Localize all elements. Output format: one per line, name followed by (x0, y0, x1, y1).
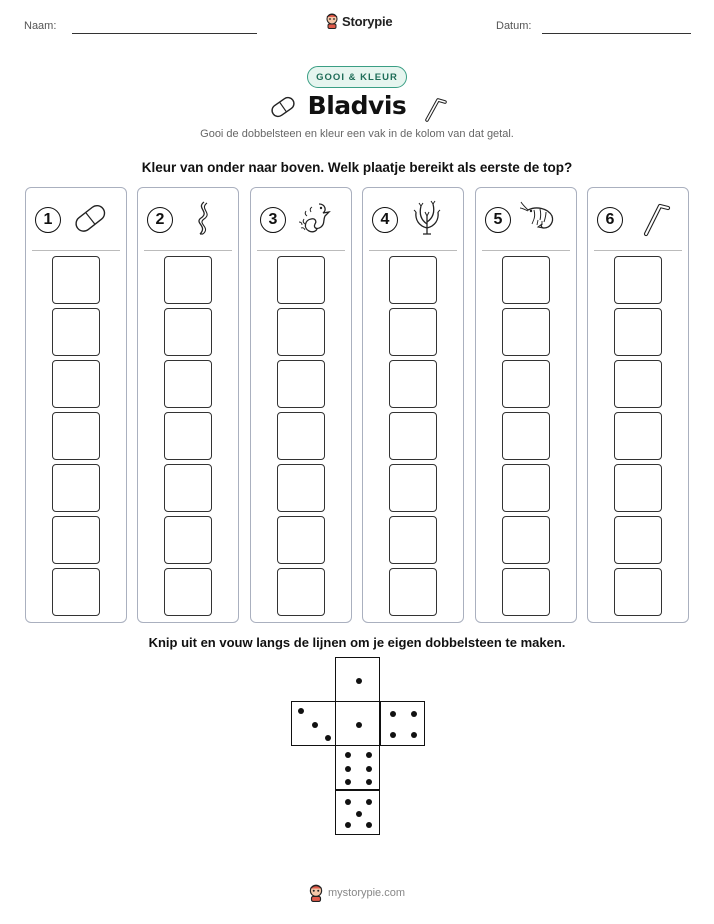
color-cell[interactable] (52, 256, 100, 304)
column-header (588, 188, 688, 250)
name-label: Naam: (24, 20, 57, 32)
color-cell[interactable] (277, 308, 325, 356)
color-cell[interactable] (52, 568, 100, 616)
color-cell[interactable] (614, 464, 662, 512)
color-cell[interactable] (614, 308, 662, 356)
date-line[interactable] (542, 33, 691, 34)
color-cell[interactable] (614, 516, 662, 564)
die-pip (356, 811, 362, 817)
die-pip (366, 822, 372, 828)
color-cell[interactable] (389, 308, 437, 356)
color-cell[interactable] (277, 360, 325, 408)
column-3 (250, 187, 352, 623)
die-pip (345, 766, 351, 772)
die-face-4 (380, 701, 425, 746)
column-header (363, 188, 463, 250)
color-cell[interactable] (277, 412, 325, 460)
color-cell[interactable] (52, 360, 100, 408)
brand-name: Storypie (342, 13, 393, 29)
storypie-mascot-icon (308, 884, 324, 902)
die-pip (345, 822, 351, 828)
color-cell[interactable] (164, 412, 212, 460)
die-pip (312, 722, 318, 728)
die-pip (325, 735, 331, 741)
color-cell[interactable] (389, 256, 437, 304)
color-cell[interactable] (389, 360, 437, 408)
column-number: 6 (597, 207, 623, 233)
footer-url: mystorypie.com (328, 887, 406, 899)
die-face-1 (335, 701, 380, 746)
color-cell[interactable] (614, 412, 662, 460)
column-2 (137, 187, 239, 623)
column-header (251, 188, 351, 250)
storypie-logo (325, 13, 392, 29)
column-divider (144, 250, 232, 251)
color-cell[interactable] (502, 568, 550, 616)
color-cell[interactable] (52, 464, 100, 512)
color-cell[interactable] (389, 464, 437, 512)
color-cell[interactable] (614, 568, 662, 616)
color-cell[interactable] (52, 308, 100, 356)
die-pip (411, 711, 417, 717)
die-pip (366, 779, 372, 785)
die-face-3 (291, 701, 336, 746)
column-divider (594, 250, 682, 251)
column-divider (369, 250, 457, 251)
color-cell[interactable] (502, 308, 550, 356)
seahorse-icon (295, 198, 335, 243)
column-number: 5 (485, 207, 511, 233)
date-label: Datum: (496, 20, 532, 32)
color-cell[interactable] (164, 516, 212, 564)
column-5 (475, 187, 577, 623)
die-pip (411, 732, 417, 738)
column-divider (482, 250, 570, 251)
color-cell[interactable] (277, 464, 325, 512)
footer (308, 884, 405, 902)
color-cell[interactable] (164, 360, 212, 408)
die-pip (366, 752, 372, 758)
color-cell[interactable] (164, 568, 212, 616)
color-cell[interactable] (502, 256, 550, 304)
page-title: Bladvis (307, 91, 407, 120)
die-face-6 (335, 745, 380, 790)
seaweed-icon (182, 198, 222, 243)
column-divider (257, 250, 345, 251)
storypie-mascot-icon (325, 13, 339, 29)
coral-icon (407, 198, 447, 243)
color-cell[interactable] (277, 516, 325, 564)
color-cell[interactable] (52, 516, 100, 564)
color-cell[interactable] (502, 360, 550, 408)
color-cell[interactable] (164, 464, 212, 512)
column-6 (587, 187, 689, 623)
shrimp-icon (520, 198, 560, 243)
column-number: 2 (147, 207, 173, 233)
color-cell[interactable] (502, 412, 550, 460)
die-pip (298, 708, 304, 714)
color-cell[interactable] (52, 412, 100, 460)
color-cell[interactable] (614, 256, 662, 304)
die-instruction: Knip uit en vouw langs de lijnen om je eigen dobbelsteen te maken. (148, 635, 566, 650)
column-divider (32, 250, 120, 251)
column-number: 1 (35, 207, 61, 233)
die-pip (366, 766, 372, 772)
pill-icon (70, 198, 110, 243)
color-cell[interactable] (502, 464, 550, 512)
activity-badge: GOOI & KLEUR (307, 66, 407, 88)
die-pip (345, 752, 351, 758)
column-header (476, 188, 576, 250)
color-cell[interactable] (389, 516, 437, 564)
die-face-5 (335, 790, 380, 835)
die-pip (366, 799, 372, 805)
color-cell[interactable] (164, 256, 212, 304)
straw-icon (632, 198, 672, 243)
die-pip (390, 732, 396, 738)
die-face-1 (335, 657, 380, 702)
die-pip (345, 799, 351, 805)
die-pip (390, 711, 396, 717)
color-cell[interactable] (502, 516, 550, 564)
color-cell[interactable] (389, 568, 437, 616)
column-number: 4 (372, 207, 398, 233)
column-4 (362, 187, 464, 623)
die-pip (345, 779, 351, 785)
column-1 (25, 187, 127, 623)
column-header (138, 188, 238, 250)
color-cell[interactable] (164, 308, 212, 356)
instruction: Kleur van onder naar boven. Welk plaatje bereikt als eerste de top? (141, 160, 573, 175)
color-cell[interactable] (389, 412, 437, 460)
color-cell[interactable] (614, 360, 662, 408)
color-cell[interactable] (277, 568, 325, 616)
column-header (26, 188, 126, 250)
die-pip (356, 722, 362, 728)
die-pip (356, 678, 362, 684)
column-number: 3 (260, 207, 286, 233)
subtitle: Gooi de dobbelsteen en kleur een vak in de kolom van dat getal. (200, 128, 514, 140)
color-cell[interactable] (277, 256, 325, 304)
name-line[interactable] (72, 33, 257, 34)
straw-icon (418, 92, 448, 122)
